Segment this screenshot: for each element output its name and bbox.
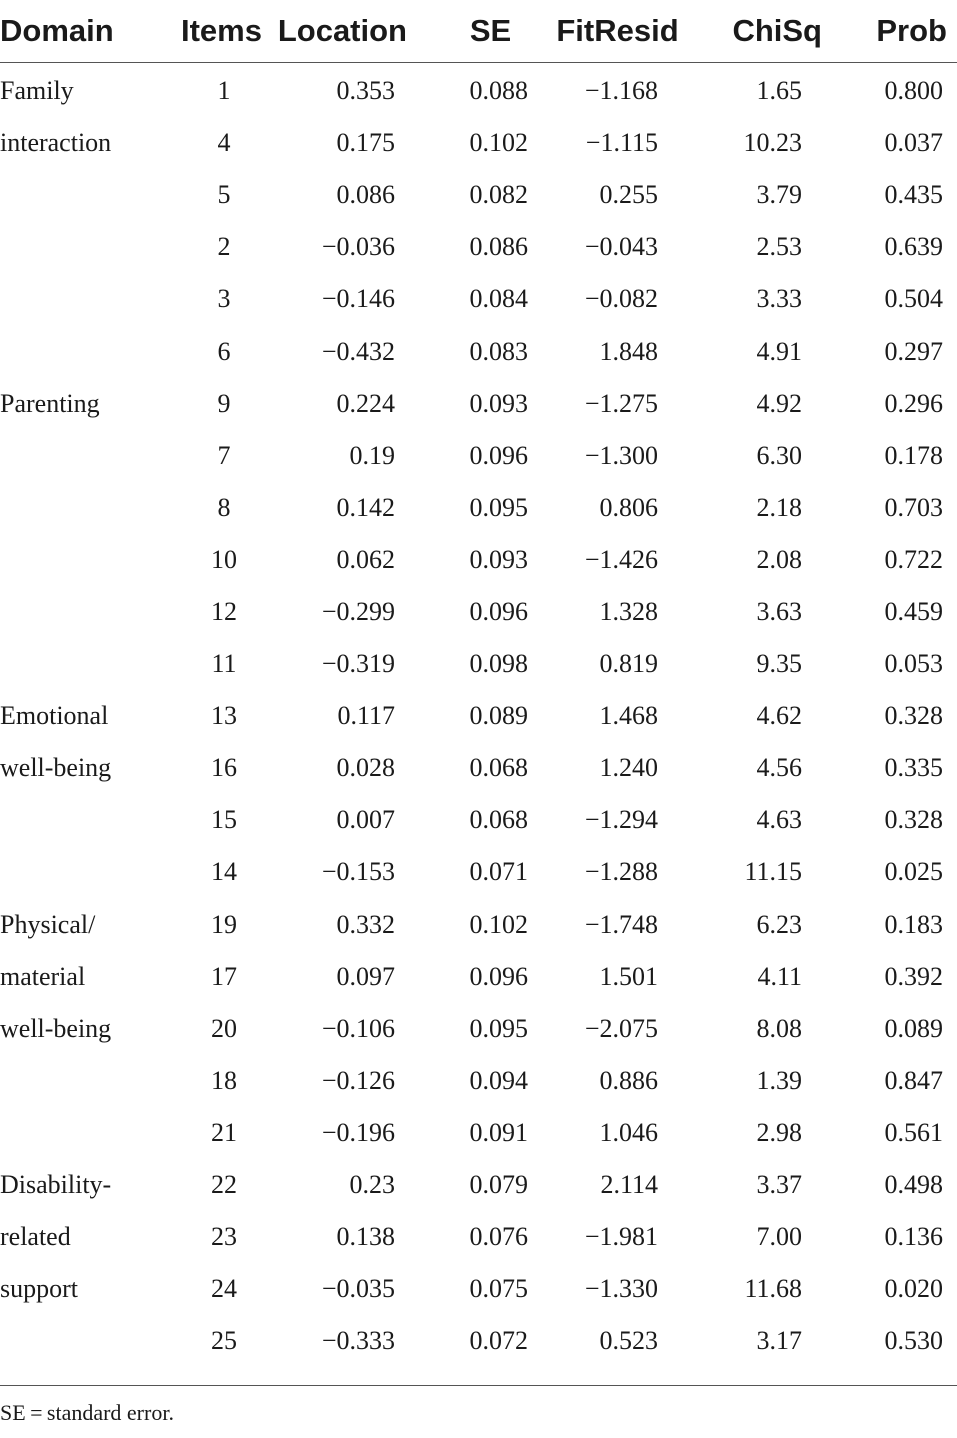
cell-chisq: 3.17	[756, 1326, 802, 1356]
table-header	[0, 0, 957, 63]
cell-prob: 0.089	[884, 1013, 943, 1043]
cell-chisq: 11.68	[744, 1274, 802, 1304]
cell-items: 25	[211, 1326, 237, 1356]
cell-items: 19	[211, 909, 237, 939]
cell-se: 0.094	[469, 1065, 528, 1095]
cell-chisq: 1.39	[756, 1065, 802, 1095]
cell-items: 18	[211, 1065, 237, 1095]
cell-items: 13	[211, 701, 237, 731]
cell-fitresid: −1.288	[584, 857, 658, 887]
cell-fitresid: −0.082	[584, 284, 658, 314]
cell-location: −0.319	[321, 649, 395, 679]
cell-se: 0.093	[469, 388, 528, 418]
cell-domain	[0, 794, 160, 846]
cell-location: 0.175	[336, 128, 395, 158]
cell-fitresid: −1.294	[584, 805, 658, 835]
header-chisq: ChiSq	[683, 0, 828, 63]
cell-items: 6	[217, 336, 231, 366]
cell-prob: 0.335	[884, 753, 943, 783]
cell-domain	[0, 638, 160, 690]
cell-items: 15	[211, 805, 237, 835]
header-domain: Domain	[0, 0, 160, 63]
cell-chisq: 4.91	[756, 336, 802, 366]
cell-items: 20	[211, 1013, 237, 1043]
cell-fitresid: 1.328	[599, 596, 658, 626]
cell-items: 1	[217, 76, 231, 106]
cell-chisq: 4.56	[756, 753, 802, 783]
cell-domain: Physical/	[0, 909, 96, 939]
cell-location: 0.142	[336, 492, 395, 522]
table-row	[0, 846, 957, 898]
cell-se: 0.088	[469, 76, 528, 106]
cell-items: 16	[211, 753, 237, 783]
cell-domain: interaction	[0, 128, 112, 158]
cell-fitresid: −2.075	[584, 1013, 658, 1043]
cell-prob: 0.328	[884, 805, 943, 835]
cell-chisq: 1.65	[756, 76, 802, 106]
cell-chisq: 4.63	[756, 805, 802, 835]
cell-items: 5	[217, 180, 231, 210]
cell-prob: 0.498	[884, 1170, 943, 1200]
cell-domain	[0, 169, 160, 221]
table-row	[0, 169, 957, 221]
cell-items: 21	[211, 1117, 237, 1147]
cell-items: 9	[217, 388, 231, 418]
table-row	[0, 742, 957, 794]
cell-se: 0.068	[469, 805, 528, 835]
cell-prob: 0.722	[884, 544, 943, 574]
cell-items: 14	[211, 857, 237, 887]
table-row	[0, 1211, 957, 1263]
cell-location: −0.432	[321, 336, 395, 366]
table-row	[0, 1159, 957, 1211]
cell-chisq: 2.08	[756, 544, 802, 574]
cell-chisq: 3.79	[756, 180, 802, 210]
cell-items: 22	[211, 1170, 237, 1200]
table-row	[0, 899, 957, 951]
cell-domain	[0, 1315, 160, 1367]
cell-se: 0.096	[469, 596, 528, 626]
table-row	[0, 1263, 957, 1315]
cell-location: −0.146	[321, 284, 395, 314]
cell-location: −0.153	[321, 857, 395, 887]
table-row	[0, 690, 957, 742]
cell-location: −0.106	[321, 1013, 395, 1043]
table-row	[0, 1003, 957, 1055]
cell-chisq: 3.63	[756, 596, 802, 626]
cell-fitresid: 1.468	[599, 701, 658, 731]
cell-se: 0.102	[469, 128, 528, 158]
cell-location: 0.138	[336, 1222, 395, 1252]
cell-prob: 0.020	[884, 1274, 943, 1304]
table-row	[0, 794, 957, 846]
cell-prob: 0.296	[884, 388, 943, 418]
cell-items: 8	[217, 492, 231, 522]
cell-chisq: 10.23	[743, 128, 802, 158]
cell-items: 3	[217, 284, 231, 314]
table-row	[0, 221, 957, 273]
cell-location: 0.19	[349, 440, 395, 470]
cell-chisq: 11.15	[744, 857, 802, 887]
cell-se: 0.102	[469, 909, 528, 939]
cell-prob: 0.504	[884, 284, 943, 314]
cell-location: 0.23	[349, 1170, 395, 1200]
cell-fitresid: −1.330	[584, 1274, 658, 1304]
cell-domain	[0, 534, 160, 586]
cell-items: 24	[211, 1274, 237, 1304]
cell-domain	[0, 221, 160, 273]
cell-chisq: 6.23	[756, 909, 802, 939]
cell-domain	[0, 273, 160, 325]
cell-fitresid: −1.748	[584, 909, 658, 939]
cell-location: 0.224	[336, 388, 395, 418]
table-body	[0, 63, 957, 1368]
table-row	[0, 378, 957, 430]
table-footnote: SE = standard error.	[0, 1400, 174, 1425]
cell-domain	[0, 482, 160, 534]
cell-domain: Emotional	[0, 701, 109, 731]
cell-se: 0.086	[469, 232, 528, 262]
cell-location: 0.097	[336, 961, 395, 991]
cell-chisq: 2.98	[756, 1117, 802, 1147]
header-location: Location	[268, 0, 413, 63]
cell-chisq: 3.37	[756, 1170, 802, 1200]
cell-location: −0.299	[321, 596, 395, 626]
cell-location: −0.036	[321, 232, 395, 262]
cell-fitresid: 1.240	[599, 753, 658, 783]
cell-location: 0.353	[336, 76, 395, 106]
cell-location: −0.333	[321, 1326, 395, 1356]
cell-chisq: 4.92	[756, 388, 802, 418]
cell-prob: 0.435	[884, 180, 943, 210]
cell-se: 0.071	[469, 857, 528, 887]
table-row	[0, 534, 957, 586]
table-row	[0, 430, 957, 482]
cell-se: 0.072	[469, 1326, 528, 1356]
table-row	[0, 273, 957, 325]
header-se: SE	[413, 0, 548, 63]
table-row	[0, 951, 957, 1003]
cell-domain: well-being	[0, 753, 112, 783]
cell-fitresid: −1.275	[584, 388, 658, 418]
cell-fitresid: 0.819	[599, 649, 658, 679]
table-bottom-rule	[0, 1385, 957, 1386]
table-row	[0, 325, 957, 377]
cell-items: 10	[211, 544, 237, 574]
cell-items: 23	[211, 1222, 237, 1252]
cell-se: 0.068	[469, 753, 528, 783]
cell-location: 0.117	[337, 701, 395, 731]
cell-prob: 0.847	[884, 1065, 943, 1095]
cell-fitresid: 2.114	[600, 1170, 658, 1200]
cell-prob: 0.800	[884, 76, 943, 106]
cell-domain	[0, 586, 160, 638]
table-row	[0, 1315, 957, 1367]
cell-chisq: 4.11	[757, 961, 802, 991]
cell-prob: 0.703	[884, 492, 943, 522]
cell-se: 0.095	[469, 492, 528, 522]
cell-prob: 0.297	[884, 336, 943, 366]
table-row	[0, 117, 957, 169]
cell-items: 4	[217, 128, 231, 158]
table-row	[0, 482, 957, 534]
cell-prob: 0.037	[884, 128, 943, 158]
cell-fitresid: 0.886	[599, 1065, 658, 1095]
cell-location: −0.035	[321, 1274, 395, 1304]
cell-domain: Family	[0, 76, 74, 106]
cell-chisq: 4.62	[756, 701, 802, 731]
cell-domain: support	[0, 1274, 78, 1304]
cell-prob: 0.530	[884, 1326, 943, 1356]
cell-domain: material	[0, 961, 86, 991]
cell-items: 17	[211, 961, 237, 991]
cell-prob: 0.136	[884, 1222, 943, 1252]
cell-domain: Parenting	[0, 388, 100, 418]
header-fitresid: FitResid	[548, 0, 683, 63]
cell-se: 0.096	[469, 961, 528, 991]
cell-location: 0.028	[336, 753, 395, 783]
cell-fitresid: 0.523	[599, 1326, 658, 1356]
cell-prob: 0.053	[884, 649, 943, 679]
cell-fitresid: −1.981	[584, 1222, 658, 1252]
cell-items: 12	[211, 596, 237, 626]
cell-prob: 0.178	[884, 440, 943, 470]
cell-prob: 0.183	[884, 909, 943, 939]
cell-se: 0.091	[469, 1117, 528, 1147]
cell-se: 0.093	[469, 544, 528, 574]
cell-fitresid: −0.043	[584, 232, 658, 262]
cell-domain	[0, 846, 160, 898]
cell-prob: 0.561	[884, 1117, 943, 1147]
cell-prob: 0.459	[884, 596, 943, 626]
cell-se: 0.075	[469, 1274, 528, 1304]
table-row	[0, 1107, 957, 1159]
cell-items: 2	[217, 232, 231, 262]
cell-chisq: 2.53	[756, 232, 802, 262]
cell-fitresid: −1.426	[584, 544, 658, 574]
cell-chisq: 2.18	[756, 492, 802, 522]
cell-location: 0.086	[336, 180, 395, 210]
cell-fitresid: 1.501	[599, 961, 658, 991]
cell-se: 0.083	[469, 336, 528, 366]
table-row	[0, 586, 957, 638]
cell-items: 7	[217, 440, 231, 470]
cell-prob: 0.639	[884, 232, 943, 262]
cell-location: 0.007	[336, 805, 395, 835]
cell-domain	[0, 1107, 160, 1159]
table-row	[0, 63, 957, 118]
cell-se: 0.098	[469, 649, 528, 679]
cell-domain: well-being	[0, 1013, 112, 1043]
cell-prob: 0.392	[884, 961, 943, 991]
cell-prob: 0.328	[884, 701, 943, 731]
cell-domain	[0, 430, 160, 482]
header-items: Items	[160, 0, 268, 63]
cell-fitresid: −1.115	[585, 128, 658, 158]
cell-domain	[0, 325, 160, 377]
cell-chisq: 8.08	[756, 1013, 802, 1043]
cell-location: 0.062	[336, 544, 395, 574]
cell-prob: 0.025	[884, 857, 943, 887]
cell-location: −0.196	[321, 1117, 395, 1147]
cell-fitresid: 1.046	[599, 1117, 658, 1147]
cell-fitresid: −1.168	[584, 76, 658, 106]
cell-fitresid: 1.848	[599, 336, 658, 366]
header-row	[0, 0, 957, 63]
cell-domain: related	[0, 1222, 71, 1252]
cell-items: 11	[211, 649, 237, 679]
cell-se: 0.076	[469, 1222, 528, 1252]
cell-fitresid: 0.255	[599, 180, 658, 210]
cell-chisq: 7.00	[756, 1222, 802, 1252]
cell-chisq: 3.33	[756, 284, 802, 314]
cell-location: 0.332	[336, 909, 395, 939]
cell-domain	[0, 1055, 160, 1107]
header-prob: Prob	[828, 0, 957, 63]
table-row	[0, 638, 957, 690]
cell-se: 0.096	[469, 440, 528, 470]
cell-se: 0.079	[469, 1170, 528, 1200]
table-row	[0, 1055, 957, 1107]
cell-chisq: 9.35	[756, 649, 802, 679]
cell-domain: Disability-	[0, 1170, 112, 1200]
cell-fitresid: 0.806	[599, 492, 658, 522]
cell-se: 0.095	[469, 1013, 528, 1043]
cell-se: 0.082	[469, 180, 528, 210]
cell-chisq: 6.30	[756, 440, 802, 470]
cell-fitresid: −1.300	[584, 440, 658, 470]
cell-location: −0.126	[321, 1065, 395, 1095]
cell-se: 0.084	[469, 284, 528, 314]
cell-se: 0.089	[469, 701, 528, 731]
